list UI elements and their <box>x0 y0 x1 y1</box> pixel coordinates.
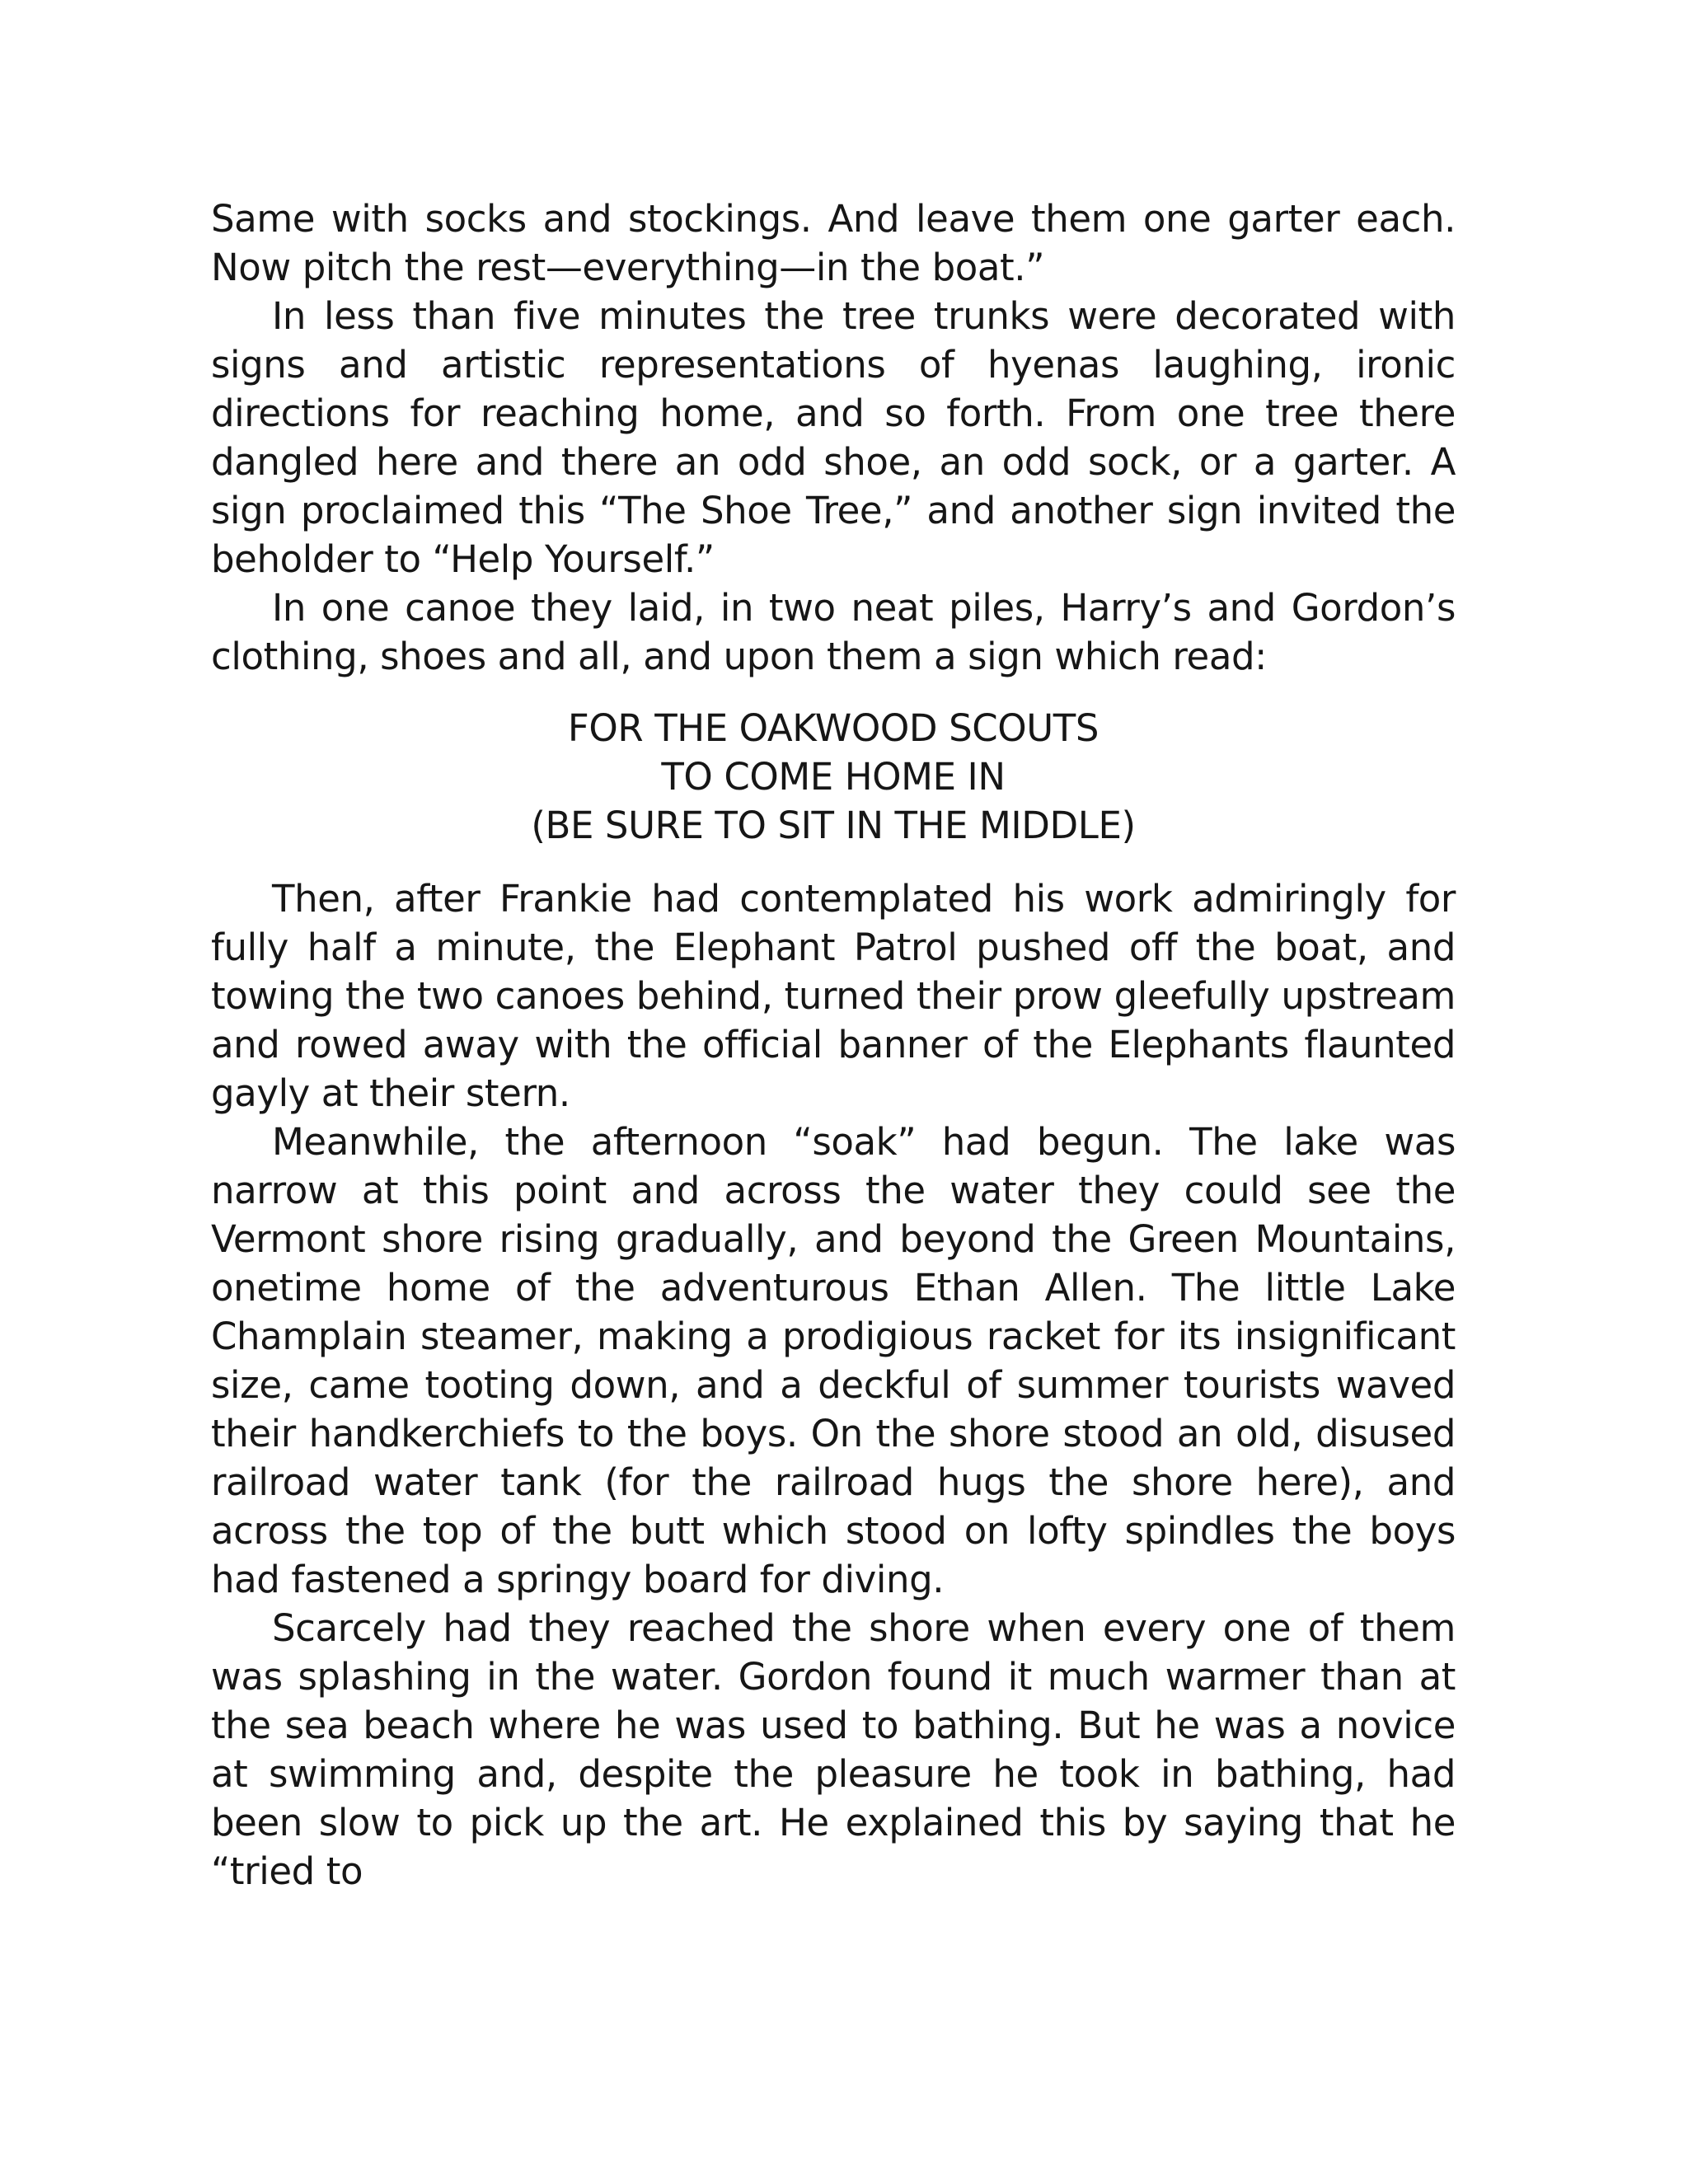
paragraph-canoe-clothing: In one canoe they laid, in two neat piles, Harry’s and Gordon’s clothing, shoes and all, and upon them a sign which read: <box>211 586 1456 678</box>
sign-line-1: FOR THE OAKWOOD SCOUTS <box>567 706 1100 750</box>
paragraph-afternoon-soak: Meanwhile, the afternoon “soak” had begun. The lake was narrow at this point and across the water they could see the Vermont shore rising gradually, and beyond the Green Mountains, onetime home of the adventurous Ethan Allen. The little Lake Champlain steamer, making a prodigious racket for its insignificant size, came tooting down, and a deckful of summer tourists waved their handkerchiefs to the boys. On the shore stood an old, disused railroad water tank (for the railroad hugs the shore here), and across the top of the butt which stood on lofty spindles the boys had fastened a springy board for diving. <box>211 1120 1456 1601</box>
paragraph-swimming: Scarcely had they reached the shore when every one of them was splashing in the water. Gordon found it much warmer than at the sea beach where he was used to bathing. But he was a novice at swimming and, despite the pleasure he took in bathing, had been slow to pick up the art. He explained this by saying that he “tried to <box>211 1606 1456 1893</box>
book-page <box>211 194 1456 1896</box>
sign-text-block <box>211 704 1456 850</box>
sign-line-3: (BE SURE TO SIT IN THE MIDDLE) <box>531 804 1136 847</box>
paragraph-shoe-tree: In less than five minutes the tree trunks were decorated with signs and artistic representations of hyenas laughing, ironic directions for reaching home, and so forth. From one tree there dangled here and there an odd shoe, an odd sock, or a garter. A sign proclaimed this “The Shoe Tree,” and another sign invited the beholder to “Help Yourself.” <box>211 294 1456 581</box>
paragraph-elephant-patrol: Then, after Frankie had contemplated his work admiringly for fully half a minute, the Elephant Patrol pushed off the boat, and towing the two canoes behind, turned their prow gleefully upstream and rowed away with the official banner of the Elephants flaunted gayly at their stern. <box>211 877 1456 1115</box>
sign-line-2: TO COME HOME IN <box>661 755 1006 799</box>
paragraph-continuation: Same with socks and stockings. And leave them one garter each. Now pitch the rest—everything—in the boat.” <box>211 197 1456 289</box>
